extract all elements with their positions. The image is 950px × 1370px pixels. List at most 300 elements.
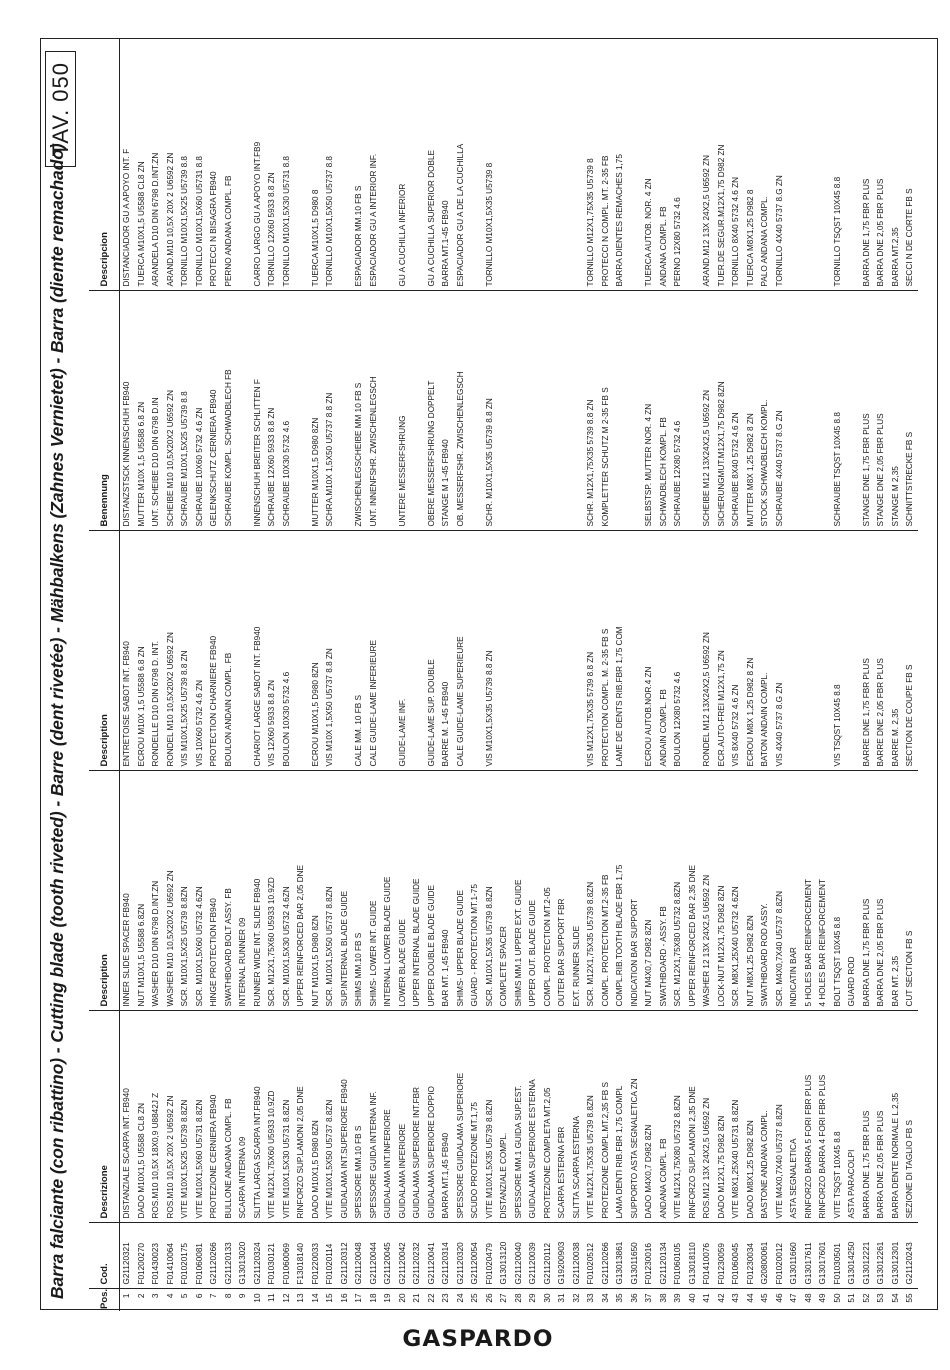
column-description-fr-cell: GUIDE-LAME INF.: [396, 531, 411, 771]
column-descrizione-cell: SLITTA LARGA SCARPA INT.FB940: [251, 1011, 266, 1223]
column-code-cell: G21120266: [207, 1223, 222, 1289]
column-pos-cell: 30: [542, 1293, 552, 1303]
column-benennung-cell: [468, 291, 483, 531]
table-row: [787, 39, 802, 1311]
column-benennung-cell: SCHRAUBE TSQST 10X45 8.8: [831, 291, 846, 531]
table-row: [541, 39, 556, 1311]
parts-table: [89, 39, 918, 1311]
column-code-cell: G13012261: [874, 1223, 889, 1289]
column-descripcion-cell: [816, 39, 831, 291]
table-row: [555, 39, 570, 1311]
column-descripcion-cell: TORNILLO M10X1,5X60 U5731 8.8: [193, 39, 208, 291]
column-benennung-cell: SCHNITTSTRECKE FB S: [903, 291, 918, 531]
column-benennung-cell: SCHRAUBE 12X80 5732 4.6: [671, 291, 686, 531]
column-description-en-cell: NUT M10X1,5 U5588 6.8ZN: [135, 771, 150, 1011]
table-row: [149, 39, 164, 1311]
table-row: [512, 39, 527, 1311]
table-row: [135, 39, 150, 1311]
column-code-cell: F01230016: [642, 1223, 657, 1289]
column-benennung-cell: [541, 291, 556, 531]
column-descrizione-cell: PROTEZIONE COMPLETA MT.2,05: [541, 1011, 556, 1223]
column-benennung-cell: [613, 291, 628, 531]
column-description-fr-cell: [338, 531, 353, 771]
page-title: Barra falciante (con ribattino) - Cutting blade (tooth riveted) - Barre (dent rivetée) - Mähbalkens (Zahnes Vernietet) - Barra (diente remachado): [47, 143, 67, 1299]
column-description-fr-cell: LAME DE DENTS RIB.FBR 1,75 COM: [613, 531, 628, 771]
column-pos-cell: 54: [890, 1293, 900, 1303]
table-row: [657, 39, 672, 1311]
column-descripcion-cell: TORNILLO M10X1,5X35 U5739 8: [483, 39, 498, 291]
column-description-fr-cell: VIS 8X40 5732 4.6 ZN: [729, 531, 744, 771]
column-description-en-cell: LOCK-NUT M12X1,75 D982 8ZN: [715, 771, 730, 1011]
table-row: [845, 39, 860, 1311]
column-description-en-cell: COMPL. PROTECTION MT.2-35 FB: [599, 771, 614, 1011]
column-descrizione-cell: VITE M10X1,5X60 U5731 8.8ZN: [193, 1011, 208, 1223]
column-benennung-cell: [845, 291, 860, 531]
column-benennung-cell: [410, 291, 425, 531]
column-descrizione-cell: BULLONE ANDANA COMPL. FB: [222, 1011, 237, 1223]
column-code-cell: G21120314: [439, 1223, 454, 1289]
table-row: [468, 39, 483, 1311]
column-benennung-cell: KOMPLETTER SCHUTZ M 2-35 FB S: [599, 291, 614, 531]
column-benennung-cell: SCHRA.M10X 1,5X50 U5737 8.8 ZN: [323, 291, 338, 531]
column-pos-cell: 2: [136, 1293, 146, 1299]
column-description-fr-cell: VIS M12X1,75X35 5739 8.8 ZN: [584, 531, 599, 771]
column-benennung-cell: SCHRAUBE 10X30 5732 4.6: [280, 291, 295, 531]
column-pos-cell: 38: [658, 1293, 668, 1303]
column-pos-cell: 21: [412, 1293, 421, 1303]
column-descrizione-cell: SPESSORE MM.1 GUIDA SUP.EST.: [512, 1011, 527, 1223]
column-descripcion-cell: [526, 39, 541, 291]
column-descripcion-cell: TUERCA AUTOB. NOR. 4 ZN: [642, 39, 657, 291]
column-description-fr-cell: [294, 531, 309, 771]
column-descrizione-cell: BARRA MT.1,45 FB940: [439, 1011, 454, 1223]
column-description-en-cell: SCR. M10X1,5X50 U5737 8.8ZN: [323, 771, 338, 1011]
column-description-en-cell: 5 HOLES BAR REINFORCEMENT: [802, 771, 817, 1011]
column-description-fr-cell: [381, 531, 396, 771]
column-descrizione-cell: ASTA PARACOLPI: [845, 1011, 860, 1223]
table-row: [816, 39, 831, 1311]
column-description-en-cell: SWATHBOARD ROD ASSY.: [758, 771, 773, 1011]
column-benennung-header: Benennung: [89, 291, 120, 531]
column-descripcion-cell: [512, 39, 527, 291]
column-pos-cell: 35: [615, 1293, 624, 1303]
column-descrizione-cell: GUIDALAMA SUPERIORE DOPPIO: [425, 1011, 440, 1223]
column-pos-cell: 22: [426, 1293, 436, 1303]
column-description-en-cell: OUTER BAR SUPPORT FBR: [555, 771, 570, 1011]
column-descripcion-cell: TORNILLO TSQST 10X45 8.8: [831, 39, 846, 291]
column-benennung-cell: SCHRAUBE 8X40 5732 4.6 ZN: [729, 291, 744, 531]
column-benennung-cell: [338, 291, 353, 531]
column-descripcion-cell: [497, 39, 512, 291]
column-descrizione-cell: SEZIONE DI TAGLIO FB S: [903, 1011, 918, 1223]
column-description-en-cell: SCR. M12X1,75X80 U5732 8.8ZN: [671, 771, 686, 1011]
column-description-en-cell: SUP.INTERNAL BLADE GUIDE: [338, 771, 353, 1011]
column-pos-cell: 47: [789, 1293, 798, 1303]
table-row: [439, 39, 454, 1311]
column-description-en-cell: INDICATIN BAR: [787, 771, 802, 1011]
column-description-en-cell: BARRA DNE 2,05 FBR PLUS: [874, 771, 889, 1011]
column-pos-cell: 46: [774, 1293, 784, 1303]
column-code-cell: G21120133: [222, 1223, 237, 1289]
column-benennung-cell: DISTANZSTSCK INNENSCHUH FB940: [120, 291, 135, 531]
table-row: [367, 39, 382, 1311]
column-pos-cell: 36: [629, 1293, 639, 1303]
column-pos-cell: 11: [267, 1293, 276, 1302]
column-descripcion-cell: CARRO LARGO GU A APOYO INT.FB9: [251, 39, 266, 291]
column-description-en-cell: EXT. RUNNER SLIDE: [570, 771, 585, 1011]
column-code-cell: G21120232: [410, 1223, 425, 1289]
column-description-fr-cell: [497, 531, 512, 771]
table-row: [715, 39, 730, 1311]
column-benennung-cell: SCHEIBE M12 13X24X2,5 U6592 ZN: [700, 291, 715, 531]
table-row: [613, 39, 628, 1311]
column-benennung-cell: STOCK SCHWADBLECH KOMPL.: [758, 291, 773, 531]
page-frame: [40, 38, 938, 1310]
column-code-cell: G19200903: [555, 1223, 570, 1289]
column-benennung-cell: UNT. INNENFSHR. ZWISCHENLEGSCH: [367, 291, 382, 531]
column-benennung-cell: UNTERE MESSERFSHRUNG: [396, 291, 411, 531]
column-pos-cell: 7: [209, 1293, 218, 1299]
column-description-fr-cell: BOULON 10X30 5732 4.6: [280, 531, 295, 771]
column-description-en-cell: GUARD - PROTECTION MT.1-75: [468, 771, 483, 1011]
column-descripcion-cell: GU A CUCHILLA INFERIOR: [396, 39, 411, 291]
column-code-cell: G21120320: [454, 1223, 469, 1289]
column-description-en-cell: INTERNAL RUNNER 09: [236, 771, 251, 1011]
column-description-fr-cell: [541, 531, 556, 771]
column-description-fr-cell: ECROU M10X 1,5 U5588 6.8 ZN: [135, 531, 150, 771]
column-benennung-cell: MUTTER M8X 1,25 D982 8 ZN: [744, 291, 759, 531]
column-pos-cell: 51: [847, 1293, 856, 1303]
table-row: [280, 39, 295, 1311]
column-benennung-cell: INNENSCHUH BREITER SCHLITTEN F: [251, 291, 266, 531]
column-description-fr-cell: [410, 531, 425, 771]
table-row: [425, 39, 440, 1311]
column-descripcion-cell: BARRA MT.1-45 FB940: [439, 39, 454, 291]
column-descripcion-cell: [787, 39, 802, 291]
column-descrizione-cell: RINFORZO BARRA 5 FORI FBR PLUS: [802, 1011, 817, 1223]
column-pos-cell: 40: [687, 1293, 697, 1303]
column-descripcion-cell: TORNILLO 12X60 5933 8.8 ZN: [265, 39, 280, 291]
column-description-en-cell: UPPER OUT. BLADE GUIDE: [526, 771, 541, 1011]
table-row: [628, 39, 643, 1311]
column-descrizione-cell: DISTANZIALE SCARPA INT. FB940: [120, 1011, 135, 1223]
header-row: [89, 39, 120, 1311]
column-benennung-cell: STANGE DNE 1,75 FBR PLUS: [860, 291, 875, 531]
column-code-cell: G13014250: [845, 1223, 860, 1289]
table-row: [642, 39, 657, 1311]
column-descrizione-cell: LAMA DENTI RIB.FBR 1,75 COMPL: [613, 1011, 628, 1223]
column-descripcion-cell: SECCI N DE CORTE FB S: [903, 39, 918, 291]
column-code-cell: F01030501: [831, 1223, 846, 1289]
column-benennung-cell: MUTTER M10X1,5 D980 8ZN: [309, 291, 324, 531]
column-benennung-cell: SCHRAUBE 10X60 5732 4.6 ZN: [193, 291, 208, 531]
column-descrizione-cell: VITE TSQST 10X45 8.8: [831, 1011, 846, 1223]
column-descrizione-cell: DADO M8X1,25 D982 8ZN: [744, 1011, 759, 1223]
column-code-cell: G13013861: [613, 1223, 628, 1289]
column-code-cell: G21120312: [338, 1223, 353, 1289]
table-row: [236, 39, 251, 1311]
column-description-fr-cell: [628, 531, 643, 771]
table-row: [686, 39, 701, 1311]
column-description-fr-cell: [526, 531, 541, 771]
column-description-en-cell: LOWER BLADE GUIDE: [396, 771, 411, 1011]
column-descripcion-cell: [628, 39, 643, 291]
column-description-en-cell: NUT M4X0,7 D982 8ZN: [642, 771, 657, 1011]
column-code-cell: F01060069: [280, 1223, 295, 1289]
column-description-en-cell: INDICATION BAR SUPPORT: [628, 771, 643, 1011]
column-code-cell: G21120040: [512, 1223, 527, 1289]
column-code-cell: G13013020: [236, 1223, 251, 1289]
column-code-header: Cod.: [89, 1223, 120, 1289]
column-code-cell: G21120324: [251, 1223, 266, 1289]
column-descripcion-cell: PROTECCI N COMPL. MT. 2-35 FB: [599, 39, 614, 291]
column-benennung-cell: [381, 291, 396, 531]
column-description-fr-cell: VIS M10X 1,5X50 U5737 8.8 ZN: [323, 531, 338, 771]
column-description-en-cell: COMPL. PROTECTION MT.2-05: [541, 771, 556, 1011]
column-benennung-cell: [628, 291, 643, 531]
column-descrizione-cell: BASTONE ANDANA COMPL.: [758, 1011, 773, 1223]
table-row: [903, 39, 918, 1311]
column-code-cell: F01020175: [178, 1223, 193, 1289]
column-description-fr-cell: VIS TSQST 10X45 8.8: [831, 531, 846, 771]
column-description-en-cell: SCR. M8X1,25X40 U5732 4.6ZN: [729, 771, 744, 1011]
column-benennung-cell: STANGE DNE 2,05 FBR PLUS: [874, 291, 889, 531]
column-pos-cell: 27: [499, 1293, 508, 1303]
column-benennung-cell: OBERE MESSERFSHRUNG DOPPELT: [425, 291, 440, 531]
column-pos-cell: 39: [673, 1293, 682, 1303]
column-description-en-cell: WASHER 12 13X 24X2,5 U6592 ZN: [700, 771, 715, 1011]
column-descripcion-cell: TUERCA M8X1,25 D982 8: [744, 39, 759, 291]
column-descrizione-cell: SCARPA INTERNA 09: [236, 1011, 251, 1223]
column-description-en-cell: SCR. M4X0,7X40 U5737 8.8ZN: [773, 771, 788, 1011]
column-descripcion-cell: TORNILLO M10X1,5X30 U5731 8.8: [280, 39, 295, 291]
column-descripcion-cell: [845, 39, 860, 291]
column-code-cell: G21120044: [367, 1223, 382, 1289]
table-row: [120, 39, 135, 1311]
column-benennung-cell: SCHR. M10X1,5X35 U5739 8.8 ZN: [483, 291, 498, 531]
column-description-en-cell: SWATHBOARD BOLT ASSY. FB: [222, 771, 237, 1011]
table-row: [454, 39, 469, 1311]
column-descrizione-cell: VITE M10X1,5X25 U5739 8.8ZN: [178, 1011, 193, 1223]
column-description-fr-cell: [512, 531, 527, 771]
column-description-en-cell: UPPER INTERNAL BLADE GUIDE: [410, 771, 425, 1011]
table-row: [599, 39, 614, 1311]
column-pos-cell: 55: [905, 1293, 914, 1303]
column-code-cell: G13017611: [802, 1223, 817, 1289]
column-descripcion-cell: [236, 39, 251, 291]
table-row: [265, 39, 280, 1311]
column-pos-cell: 52: [861, 1293, 871, 1303]
column-descripcion-cell: TORNILLO M12X1,75X35 U5739 8: [584, 39, 599, 291]
column-description-en-cell: SCR. M10X1,5X35 U5739 8.8ZN: [483, 771, 498, 1011]
table-row: [222, 39, 237, 1311]
column-code-cell: F01430023: [149, 1223, 164, 1289]
column-code-cell: G21120045: [381, 1223, 396, 1289]
column-descripcion-cell: [381, 39, 396, 291]
column-descripcion-cell: [686, 39, 701, 291]
column-description-en-cell: SCR. M12X1,75X60 U5933 10.9ZD: [265, 771, 280, 1011]
column-descripcion-cell: [468, 39, 483, 291]
column-code-cell: G13011660: [787, 1223, 802, 1289]
column-pos-cell: 33: [586, 1293, 595, 1303]
column-descripcion-cell: PALO ANDANA COMPL.: [758, 39, 773, 291]
column-descrizione-header: Descrizione: [89, 1011, 120, 1223]
column-descrizione-cell: DADO M10X1,5 U5588 CL8 ZN: [135, 1011, 150, 1223]
table-row: [526, 39, 541, 1311]
column-description-en-cell: WASHER M10 10,5X20X2 U6592 ZN: [164, 771, 179, 1011]
column-description-en-cell: BAR MT. 2,35: [889, 771, 904, 1011]
column-description-fr-cell: BATON ANDAIN COMPL.: [758, 531, 773, 771]
column-code-cell: G20800061: [758, 1223, 773, 1289]
rotated-sheet: [41, 39, 939, 1311]
table-row: [410, 39, 425, 1311]
column-description-fr-cell: ANDAIN COMPL. FB: [657, 531, 672, 771]
column-descrizione-cell: RINFORZO SUP.LAMONI 2,05 DNE: [294, 1011, 309, 1223]
column-pos-cell: 13: [296, 1293, 305, 1303]
column-descripcion-cell: BARRA MT.2,35: [889, 39, 904, 291]
column-benennung-cell: MUTTER M10X 1,5 U5588 6.8 ZN: [135, 291, 150, 531]
column-description-en-cell: UPPER REINFORCED BAR 2,35 DNE: [686, 771, 701, 1011]
table-row: [381, 39, 396, 1311]
column-code-cell: F01020479: [483, 1223, 498, 1289]
column-pos-cell: 23: [441, 1293, 450, 1303]
column-pos-cell: 42: [716, 1293, 726, 1303]
column-pos-cell: 24: [455, 1293, 465, 1303]
column-descripcion-cell: ESPACIADOR GU A DE LA CUCHILLA: [454, 39, 469, 291]
column-description-fr-cell: GUIDE-LAME SUP. DOUBLE: [425, 531, 440, 771]
column-descrizione-cell: SUPPORTO ASTA SEGNALETICA ZN: [628, 1011, 643, 1223]
column-benennung-cell: [787, 291, 802, 531]
column-pos-cell: 14: [310, 1293, 320, 1303]
column-description-en-cell: RUNNER WIDE INT. SLIDE FB940: [251, 771, 266, 1011]
column-description-fr-cell: VIS 12X60 5933 8.8 ZN: [265, 531, 280, 771]
column-benennung-cell: STANGE M 1-45 FB940: [439, 291, 454, 531]
column-code-cell: G21120266: [599, 1223, 614, 1289]
column-pos-cell: 28: [513, 1293, 523, 1303]
column-description-fr-cell: RONDEL M10 10,5X20X2 U6592 ZN: [164, 531, 179, 771]
column-descripcion-cell: TUERCA M10X1,5 D980 8: [309, 39, 324, 291]
column-description-fr-cell: [802, 531, 817, 771]
column-pos-cell: 25: [470, 1293, 479, 1303]
column-code-cell: G13013120: [497, 1223, 512, 1289]
column-benennung-cell: OB. MESSERFSHR. ZWISCHENLEGSCH: [454, 291, 469, 531]
column-benennung-cell: GELENKSCHUTZ CERNIERA FB940: [207, 291, 222, 531]
column-description-fr-cell: [468, 531, 483, 771]
column-descrizione-cell: ROS.M10 10,5X 18X0,9 U8842J Z: [149, 1011, 164, 1223]
brand-logo: GASPARDO: [402, 1327, 554, 1352]
column-descripcion-cell: TUER.DE SEGUR.M12X1,75 D982 ZN: [715, 39, 730, 291]
column-benennung-cell: [570, 291, 585, 531]
column-descripcion-cell: ESPACIADOR GU A INTERIOR INF.: [367, 39, 382, 291]
column-code-cell: F01020114: [323, 1223, 338, 1289]
column-descrizione-cell: SPESSORE MM.10 FB S: [352, 1011, 367, 1223]
column-code-cell: G21120041: [425, 1223, 440, 1289]
column-descrizione-cell: VITE M12X1,75X60 U5933 10.9ZD: [265, 1011, 280, 1223]
column-pos-cell: 48: [803, 1293, 813, 1303]
column-descrizione-cell: ANDANA COMPL. FB: [657, 1011, 672, 1223]
column-description-fr-cell: RONDELLE D10 DIN 6798 D. INT.: [149, 531, 164, 771]
column-pos-cell: 50: [832, 1293, 842, 1303]
column-descripcion-cell: TORNILLO M10X1,5X25 U5739 8.8: [178, 39, 193, 291]
column-descrizione-cell: BARRA DNE 2,05 FBR PLUS: [874, 1011, 889, 1223]
column-descripcion-cell: PROTECCI N BISAGRA FB940: [207, 39, 222, 291]
column-description-fr-cell: RONDEL M12 13X24X2,5 U6592 ZN: [700, 531, 715, 771]
column-description-en-cell: COMPL.RIB.TOOTH BLADE FBR 1,75: [613, 771, 628, 1011]
column-description-en-cell: COMPLETE SPACER: [497, 771, 512, 1011]
column-benennung-cell: [236, 291, 251, 531]
column-pos-cell: 43: [731, 1293, 740, 1303]
column-description-fr-cell: CALE GUIDE-LAME SUPERIEURE: [454, 531, 469, 771]
column-benennung-cell: [526, 291, 541, 531]
column-pos-cell: 44: [745, 1293, 755, 1303]
column-descripcion-cell: GU A CUCHILLA SUPERIOR DOBLE: [425, 39, 440, 291]
column-pos-cell: 29: [528, 1293, 537, 1303]
column-code-cell: G21120048: [352, 1223, 367, 1289]
column-description-en-cell: INNER SLIDE SPACER FB940: [120, 771, 135, 1011]
column-pos-cell: 34: [600, 1293, 610, 1303]
column-description-fr-cell: BOULON ANDAIN COMPL. FB: [222, 531, 237, 771]
column-description-fr-cell: BARRE DNE 1,75 FBR PLUS: [860, 531, 875, 771]
column-code-cell: F01230059: [715, 1223, 730, 1289]
column-descrizione-cell: DADO M12X1,75 D982 8ZN: [715, 1011, 730, 1223]
column-description-en-cell: BOLT TSQST 10X45 8.8: [831, 771, 846, 1011]
column-description-fr-cell: [570, 531, 585, 771]
table-row: [207, 39, 222, 1311]
column-description-fr-cell: BARRE DNE 2,05 FBR PLUS: [874, 531, 889, 771]
column-descrizione-cell: VITE M4X0,7X40 U5737 8.8ZN: [773, 1011, 788, 1223]
column-descripcion-cell: [541, 39, 556, 291]
column-pos-cell: 15: [325, 1293, 334, 1303]
column-benennung-cell: SCHEIBE M10 10,5X20X2 U6592 ZN: [164, 291, 179, 531]
table-row: [744, 39, 759, 1311]
table-row: [671, 39, 686, 1311]
column-description-en-header: Description: [89, 771, 120, 1011]
table-row: [178, 39, 193, 1311]
column-descripcion-cell: PERNO ANDANA COMPL. FB: [222, 39, 237, 291]
column-code-cell: F01220033: [309, 1223, 324, 1289]
column-description-fr-cell: [555, 531, 570, 771]
table-row: [352, 39, 367, 1311]
table-row: [889, 39, 904, 1311]
column-description-en-cell: UPPER DOUBLE BLADE GUIDE: [425, 771, 440, 1011]
column-descripcion-cell: BARRA DNE 1,75 FBR PLUS: [860, 39, 875, 291]
column-descrizione-cell: BARRA DNE 1,75 FBR PLUS: [860, 1011, 875, 1223]
column-benennung-cell: SCHRAUBE KOMPL. SCHWADBLECH FB: [222, 291, 237, 531]
column-descrizione-cell: PROTEZIONE CERNIERA FB940: [207, 1011, 222, 1223]
column-benennung-cell: UNT. SCHEIBE D10 DIN 6798 D.IN: [149, 291, 164, 531]
column-benennung-cell: SCHR. M12X1,75X35 5739 8.8 ZN: [584, 291, 599, 531]
column-descrizione-cell: PROTEZIONE COMPL.MT.2,35 FB S: [599, 1011, 614, 1223]
column-code-cell: G13011650: [628, 1223, 643, 1289]
column-benennung-cell: ZWISCHENLEGSCHEIBE MM 10 FB S: [352, 291, 367, 531]
column-code-cell: G21120054: [468, 1223, 483, 1289]
column-descripcion-cell: [570, 39, 585, 291]
column-code-cell: F01410076: [700, 1223, 715, 1289]
column-description-fr-cell: VIS M10X1,5X25 U5739 8.8 ZN: [178, 531, 193, 771]
table-row: [874, 39, 889, 1311]
column-code-cell: F01030121: [265, 1223, 280, 1289]
column-descrizione-cell: DADO M10X1,5 D980 8ZN: [309, 1011, 324, 1223]
column-description-en-cell: SWATHBOARD - ASSY. FB: [657, 771, 672, 1011]
column-descripcion-cell: [338, 39, 353, 291]
column-description-fr-cell: CHARIOT LARGE SABOT INT. FB940: [251, 531, 266, 771]
column-descrizione-cell: GUIDALAMA SUPERIORE INT.FBR: [410, 1011, 425, 1223]
column-descripcion-cell: TORNILLO 4X40 5737 8.G ZN: [773, 39, 788, 291]
column-code-cell: F01020012: [773, 1223, 788, 1289]
column-code-cell: G13012221: [860, 1223, 875, 1289]
column-descripcion-cell: PERNO 12X80 5732 4.6: [671, 39, 686, 291]
column-description-en-cell: NUT M10X1,5 D980 8ZN: [309, 771, 324, 1011]
